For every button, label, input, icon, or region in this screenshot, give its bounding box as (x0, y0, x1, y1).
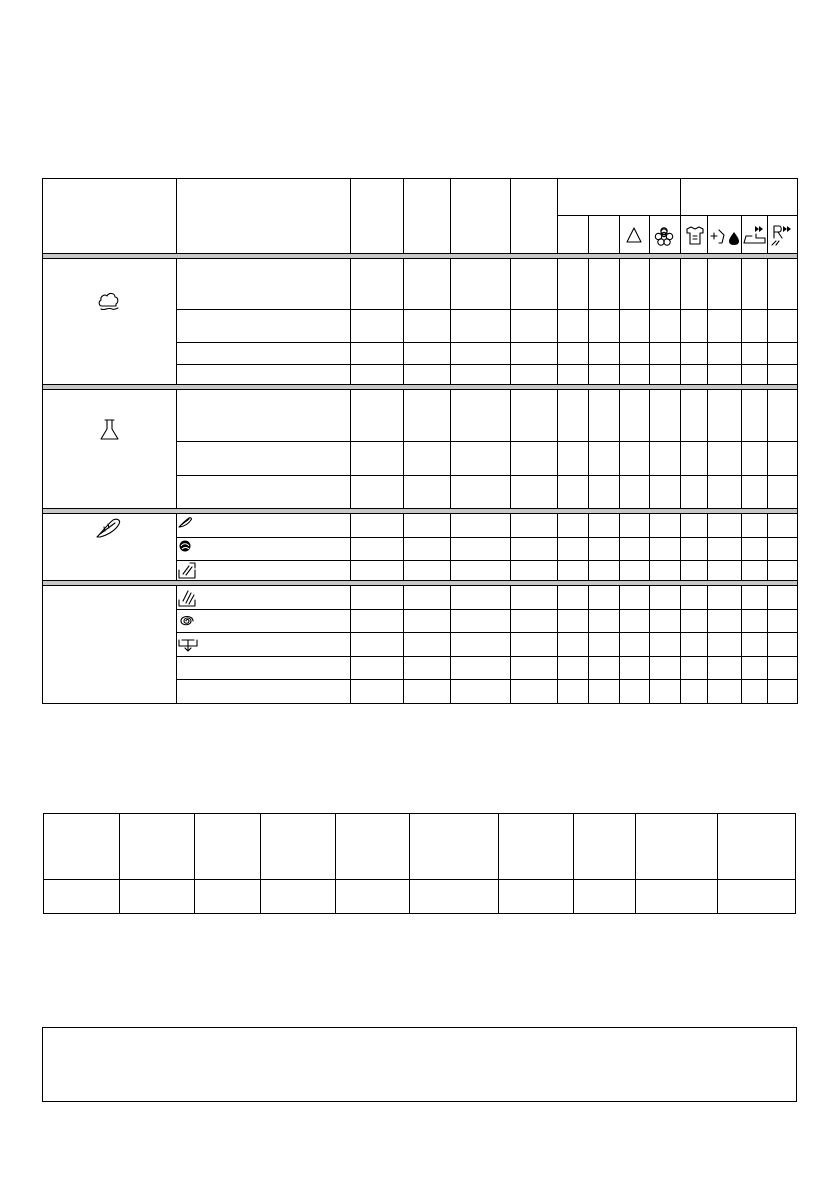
programme-table (43, 179, 798, 704)
note-box-border (43, 1028, 797, 1102)
feather-small-icon (179, 518, 191, 527)
tub-drain-icon (179, 640, 197, 651)
rinse-fast-icon (772, 226, 791, 245)
flower-icon (655, 228, 672, 245)
flask-icon (101, 420, 118, 439)
consumption-table-border (44, 814, 796, 914)
triangle-icon (627, 228, 641, 242)
wool-ball-icon (180, 541, 191, 552)
stain-drop-icon (711, 230, 739, 245)
feather-icon (97, 519, 120, 537)
note-box (43, 1028, 797, 1102)
spiral-icon (181, 617, 193, 625)
shirt-icon (687, 227, 703, 244)
consumption-table (44, 814, 796, 914)
drying-icon (179, 563, 195, 578)
iron-fast-icon (744, 226, 765, 243)
cotton-icon (99, 293, 118, 309)
hand-wash-icon (179, 591, 195, 606)
